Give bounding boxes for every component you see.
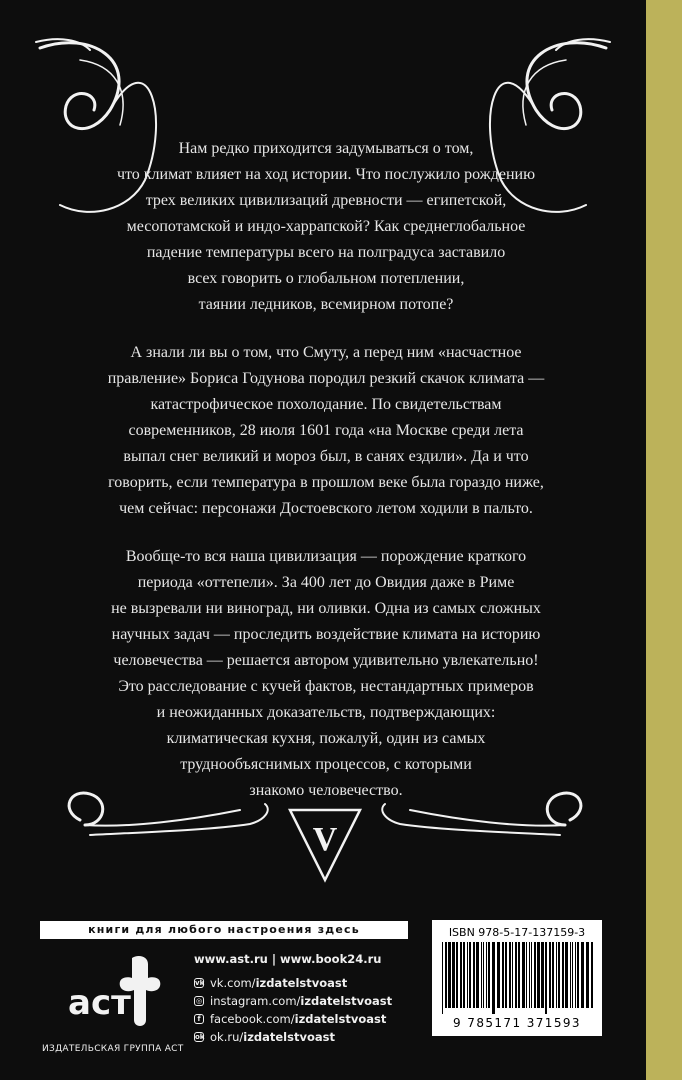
text-line: знакомо человечество.: [249, 782, 403, 799]
barcode-bar: [448, 942, 451, 1008]
barcode-bar: [558, 942, 560, 1008]
paragraph-2: [52, 340, 600, 522]
isbn-barcode: [432, 920, 602, 1036]
barcode-bar: [581, 942, 584, 1008]
barcode-bar: [552, 942, 554, 1008]
barcode-bar: [509, 942, 511, 1008]
vk-icon: vk: [195, 979, 205, 987]
publisher-websites[interactable]: www.ast.ru | www.book24.ru: [194, 952, 382, 966]
link-handle: izdatelstvoast: [294, 1012, 387, 1026]
text-line: месопотамской и индо-харрапской? Как среднеглобальное: [126, 218, 526, 235]
barcode-bar: [497, 942, 500, 1008]
text-line: периода «оттепели». За 400 лет до Овидия даже в Риме: [137, 574, 515, 591]
paragraph-1: [52, 136, 600, 318]
text-line: и неожиданных доказательств, подтверждающих:: [156, 704, 496, 721]
text-line: Это расследование с кучей фактов, нестандартных примеров: [118, 678, 534, 695]
social-link-ok[interactable]: [194, 1028, 434, 1046]
barcode-bar: [591, 942, 593, 1008]
bottom-flourish-ornament: [50, 780, 600, 890]
barcode-bar: [445, 942, 447, 1008]
text-line: Нам редко приходится задумываться о том,: [178, 140, 474, 157]
ok-icon: ok: [195, 1033, 205, 1041]
barcode-bar: [460, 942, 462, 1008]
text-line: трех великих цивилизаций древности — египетской,: [145, 192, 507, 209]
instagram-icon: ◎: [195, 997, 203, 1005]
barcode-bar: [481, 942, 482, 1008]
publisher-tagline: книги для любого настроения здесь: [40, 921, 408, 939]
text-line: климатическая кухня, пожалуй, один из самых: [166, 730, 486, 747]
text-line: всех говорить о глобальном потеплении,: [187, 270, 465, 287]
link-prefix: facebook.com/: [210, 1012, 295, 1026]
barcode-bar: [572, 942, 573, 1008]
text-line: А знали ли вы о том, что Смуту, а перед ним «насчастное: [130, 344, 522, 361]
barcode-bar: [467, 942, 468, 1008]
barcode-bar: [502, 942, 504, 1008]
text-line: что климат влияет на ход истории. Что послужило рождению: [116, 166, 536, 183]
facebook-icon: f: [194, 1014, 204, 1024]
barcode-bar: [549, 942, 551, 1008]
barcode-bar: [456, 942, 458, 1008]
barcode-digits: 9 785171 371593: [453, 1016, 581, 1030]
barcode-bar: [531, 942, 532, 1008]
barcode-bar: [556, 942, 557, 1008]
barcode-bar: [512, 942, 513, 1008]
text-line: катастрофическое похолодание. По свидетельствам: [150, 396, 502, 413]
social-link-instagram[interactable]: [194, 992, 434, 1010]
barcode-bar: [463, 942, 465, 1008]
text-line: современников, 28 июля 1601 года «на Москве среди лета: [128, 422, 524, 439]
barcode-bar: [570, 942, 571, 1008]
barcode-bar: [534, 942, 536, 1008]
barcode-bar: [575, 942, 576, 1008]
text-line: падение температуры всего на полградуса заставило: [146, 244, 506, 261]
text-line: человечества — решается автором удивительно увлекательно!: [113, 652, 539, 669]
barcode-bars: [440, 942, 596, 1014]
text-line: научных задач — проследить воздействие климата на историю: [111, 626, 541, 643]
series-mark-letter: V: [312, 821, 338, 858]
link-prefix: ok.ru/: [210, 1030, 244, 1044]
annotation-text: [52, 136, 600, 826]
barcode-bar: [518, 942, 520, 1008]
text-line: не вызревали ни виноград, ни оливки. Одна из самых сложных: [111, 600, 541, 617]
barcode-bar: [565, 942, 568, 1008]
social-link-facebook[interactable]: [194, 1010, 434, 1028]
barcode-bar: [492, 942, 495, 1014]
text-line: таянии ледников, всемирном потопе?: [198, 296, 454, 313]
link-prefix: instagram.com/: [210, 994, 301, 1008]
text-line: чем сейчас: персонажи Достоевского летом ходили в пальто.: [119, 500, 533, 517]
text-line: Вообще-то вся наша цивилизация — порождение краткого: [125, 548, 527, 565]
barcode-bar: [476, 942, 479, 1008]
publisher-group-name: ИЗДАТЕЛЬСКАЯ ГРУППА АСТ: [42, 1044, 184, 1054]
barcode-bar: [545, 942, 547, 1014]
barcode-bar: [488, 942, 490, 1008]
barcode-bar: [586, 942, 589, 1008]
barcode-bar: [537, 942, 540, 1008]
barcode-bar: [541, 942, 544, 1008]
ast-logo: [60, 950, 170, 1040]
barcode-bar: [515, 942, 517, 1008]
paragraph-3: [52, 544, 600, 804]
barcode-bar: [522, 942, 525, 1008]
social-link-vk[interactable]: [194, 974, 434, 992]
barcode-bar: [577, 942, 579, 1008]
barcode-bar: [562, 942, 564, 1008]
publisher-links: [194, 952, 434, 1046]
spine-strip: [646, 0, 682, 1080]
barcode-bar: [526, 942, 527, 1008]
barcode-bar: [452, 942, 455, 1008]
text-line: выпал снег великий и мороз был, в санях ездили». Да и что: [123, 448, 529, 465]
text-line: труднообъяснимых процессов, с которыми: [180, 756, 472, 773]
link-prefix: vk.com/: [210, 976, 256, 990]
barcode-bar: [505, 942, 507, 1008]
isbn-label: ISBN 978-5-17-137159-3: [448, 926, 586, 939]
barcode-bar: [486, 942, 487, 1008]
barcode-bar: [529, 942, 530, 1008]
link-handle: izdatelstvoast: [243, 1030, 335, 1044]
logo-text: аст: [68, 983, 131, 1023]
barcode-bar: [473, 942, 475, 1008]
text-line: говорить, если температура в прошлом веке была гораздо ниже,: [108, 474, 544, 491]
barcode-bar: [442, 942, 443, 1014]
barcode-bar: [483, 942, 484, 1008]
text-line: правление» Бориса Годунова породил резкий скачок климата —: [107, 370, 545, 387]
link-handle: izdatelstvoast: [255, 976, 348, 990]
barcode-bar: [469, 942, 471, 1008]
link-handle: izdatelstvoast: [300, 994, 393, 1008]
